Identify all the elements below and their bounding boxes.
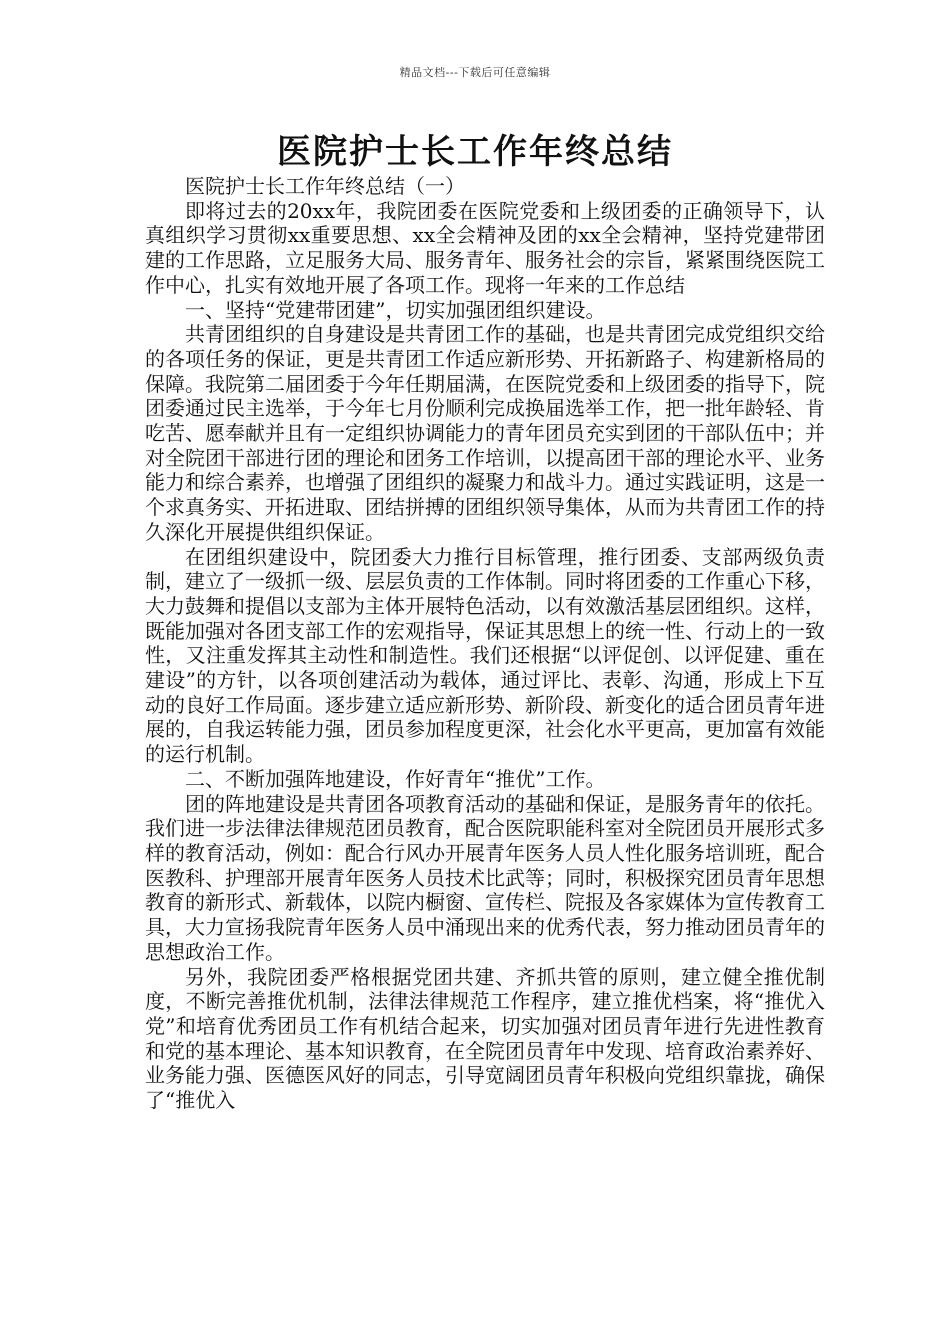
- paragraph-subtitle: 医院护士长工作年终总结（一）: [185, 174, 465, 198]
- section-heading: 一、坚持“党建带团建”，切实加强团组织建设。: [185, 297, 606, 322]
- paragraph: 在团组织建设中，院团委大力推行目标管理，推行团委、支部两级负责制，建立了一级抓一级、层层负责的工作体制。同时将团委的工作重心下移，大力鼓舞和提倡以支部为主体开展特色活动，以有效激活基层团组织。这样，既能加强对各团支部工作的宏观指导，保证其思想上的统一性、行动上的一致性，又注重发挥其主动性和制造性。我们还根据“以评促创、以评促建、重在建设”的方针，以各项创建活动为载体，通过评比、表彰、沟通，形成上下互动的良好工作局面。逐步建立适应新形势、新阶段、新变化的适合团员青年进展的，自我运转能力强，团员参加程度更深，社会化水平更高，更加富有效能的运行机制。: [145, 544, 825, 767]
- header-note: 精品文档---下载后可任意编辑: [399, 66, 551, 79]
- paragraph: 团的阵地建设是共青团各项教育活动的基础和保证，是服务青年的依托。我们进一步法律法律规范团员教育，配合医院职能科室对全院团员开展形式多样的教育活动，例如：配合行风办开展青年医务人员人性化服务培训班，配合医教科、护理部开展青年医务人员技术比武等；同时，积极探究团员青年思想教育的新形式、新载体，以院内橱窗、宣传栏、院报及各家媒体为宣传教育工具，大力宣扬我院青年医务人员中涌现出来的优秀代表，努力推动团员青年的思想政治工作。: [145, 791, 825, 964]
- document-body: [145, 174, 825, 1113]
- document-title: 医院护士长工作年终总结: [277, 132, 673, 172]
- section-heading: 二、不断加强阵地建设，作好青年“推优”工作。: [185, 766, 606, 791]
- paragraph: 另外，我院团委严格根据党团共建、齐抓共管的原则，建立健全推优制度，不断完善推优机制，法律法律规范工作程序，建立推优档案，将“推优入党”和培育优秀团员工作有机结合起来，切实加强对团员青年进行先进性教育和党的基本理论、基本知识教育，在全院团员青年中发现、培育政治素养好、业务能力强、医德医风好的同志，引导宽阔团员青年积极向党组织靠拢，确保了“推优入: [145, 964, 825, 1113]
- paragraph: 共青团组织的自身建设是共青团工作的基础，也是共青团完成党组织交给的各项任务的保证，更是共青团工作适应新形势、开拓新路子、构建新格局的保障。我院第二届团委于今年任期届满，在医院党委和上级团委的指导下，院团委通过民主选举，于今年七月份顺利完成换届选举工作，把一批年龄轻、肯吃苦、愿奉献并且有一定组织协调能力的青年团员充实到团的干部队伍中；并对全院团干部进行团的理论和团务工作培训，以提高团干部的理论水平、业务能力和综合素养，也增强了团组织的凝聚力和战斗力。通过实践证明，这是一个求真务实、开拓进取、团结拼搏的团组织领导集体，从而为共青团工作的持久深化开展提供组织保证。: [145, 322, 825, 544]
- paragraph: 即将过去的20xx年，我院团委在医院党委和上级团委的正确领导下，认真组织学习贯彻xx重要思想、xx全会精神及团的xx全会精神，坚持党建带团建的工作思路，立足服务大局、服务青年、服务社会的宗旨，紧紧围绕医院工作中心，扎实有效地开展了各项工作。现将一年来的工作总结: [145, 198, 825, 297]
